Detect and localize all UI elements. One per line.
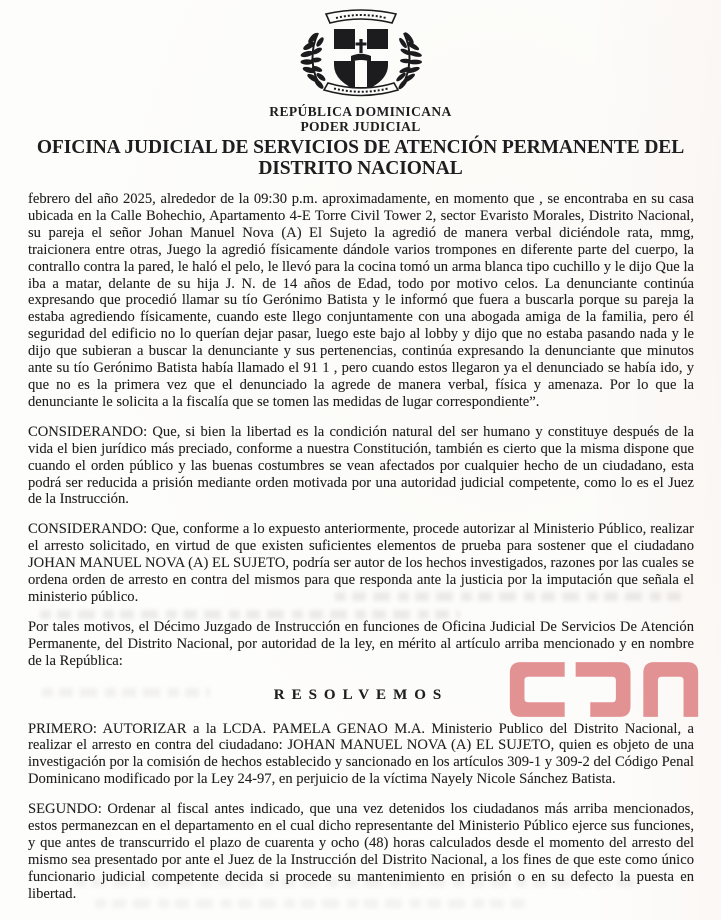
palm-branch	[395, 31, 422, 90]
paragraph-considerando-2: CONSIDERANDO: Que, conforme a lo expuesto anteriormente, procede autorizar al Ministerio Público, realizar el arresto solicitado, en virtud de que existen suficientes elementos de prueba para sostener que el ciudadano JOHAN MANUEL NOVA (A) EL SUJETO, podría ser autor de los hechos investigados, razones por las cuales se ordena orden de arresto en contra del mismos para que responda ante la justicia por la imputación que señala el ministerio público.	[28, 521, 694, 605]
country-name: REPÚBLICA DOMINICANA	[269, 104, 452, 119]
document-header	[0, 0, 721, 179]
document-title-line2: DISTRITO NACIONAL	[258, 158, 463, 179]
scan-ghost-artifact	[335, 592, 685, 601]
cdn-letter-c	[510, 662, 565, 717]
scan-ghost-artifact	[40, 610, 460, 619]
judicial-branch-name: PODER JUDICIAL	[300, 119, 421, 134]
document-title-line1: OFICINA JUDICIAL DE SERVICIOS DE ATENCIÓN PERMANENTE DEL	[36, 137, 685, 158]
cdn-logo-watermark	[508, 660, 700, 719]
scan-ghost-artifact	[75, 878, 635, 887]
paragraph-considerando-1: CONSIDERANDO: Que, si bien la libertad es la condición natural del ser humano y constituye después de la vida el bien jurídico más preciado, conforme a nuestra Constitución, también es cierto que la misma dispone que cuando el orden público y las buenas costumbres se vean afectados por cualquier hecho de un ciudadano, esta podrá ser reducida a prisión mediante orden motivada por una autoridad judicial competente, como lo es el Juez de la Instrucción.	[28, 423, 694, 508]
dominican-coat-of-arms-icon	[286, 5, 436, 101]
cdn-letters	[510, 662, 698, 717]
paragraph-complaint-narrative: febrero del año 2025, alrededor de la 09:30 p.m. aproximadamente, en momento que , se encontraba en su casa ubicada en la Calle Bohechio, Apartamento 4-E Torre Civil Tower 2, sector Evaristo Morales, Distrito Nacional, su pareja el señor Johan Manuel Nova (A) El Sujeto la agredió de manera verbal diciéndole rata, mmg, traicionera entre otras, Juego la agredió físicamente dándole varios trompones en diferente parte del cuerpo, la contrallo contra la pared, le haló el pelo, le llevó para la cocina tomó un arma blanca tipo cuchillo y le dijo Que la iba a matar, delante de su hija J. N. de 14 años de Edad, todo por motivo celos. La denunciante continúa expresando que procedió llamar su tío Gerónimo Batista y le informó que fuera a buscarla porque su pareja la estaba agrediendo físicamente, cuando este llego conjuntamente con una abogada amiga de la familia, pero él seguridad del edificio no lo querían dejar pasar, luego este bajo al lobby y dijo que no estaba pasando nada y le dijo que subieran a buscar la denunciante y sus pertenencias, continúa expresando la denunciante que minutos ante su tío Gerónimo Batista había llamado el 91 1 , pero cuando estos llegaron ya el denunciado se había ido, y que no es la primera vez que el denunciado la agrede de manera verbal, física y amenaza. Por lo que la denunciante le solicita a la fiscalía que se tomen las medidas de lugar correspondiente”.	[28, 191, 694, 410]
document-title	[0, 137, 721, 179]
cdn-letter-d	[576, 662, 631, 717]
scan-ghost-artifact	[95, 899, 525, 908]
cdn-letter-n	[643, 662, 698, 717]
paragraph-primero: PRIMERO: AUTORIZAR a la LCDA. PAMELA GENAO M.A. Ministerio Publico del Distrito Nacional, a realizar el arresto en contra del ciudadano: JOHAN MANUEL NOVA (A) EL SUJETO, quien es objeto de una investigación por la comisión de hechos establecido y sancionado en los artículos 309-1 y 309-2 del Código Penal Dominicano modificado por la Ley 24-97, en perjuicio de la víctima Nayely Nicole Sánchez Batista.	[28, 720, 694, 788]
paragraph-por-tales-motivos: Por tales motivos, el Décimo Juzgado de Instrucción en funciones de Oficina Judicial De Servicios De Atención Permanente, del Distrito Nacional, por autoridad de la ley, en mérito al artículo arriba mencionado y en nombre de la República:	[28, 618, 694, 669]
laurel-branch	[300, 31, 327, 90]
document-body	[0, 179, 721, 903]
scan-ghost-artifact	[42, 688, 210, 697]
paragraph-segundo: SEGUNDO: Ordenar al fiscal antes indicado, que una vez detenidos los ciudadanos más arriba mencionados, estos permanezcan en el departamento en el cual dicho representante del Ministerio Público ejerce sus funciones, y que antes de transcurrido el plazo de cuarenta y ocho (48) horas calculados desde el momento del arresto del mismo sea presentado por ante el Juez de la Instrucción del Distrito Nacional, a los fines de que este como único funcionario judicial competente decida si procede su mantenimiento en prisión o en su defecto la puesta en libertad.	[28, 801, 694, 902]
resolvemos-heading: RESOLVEMOS	[273, 686, 449, 703]
